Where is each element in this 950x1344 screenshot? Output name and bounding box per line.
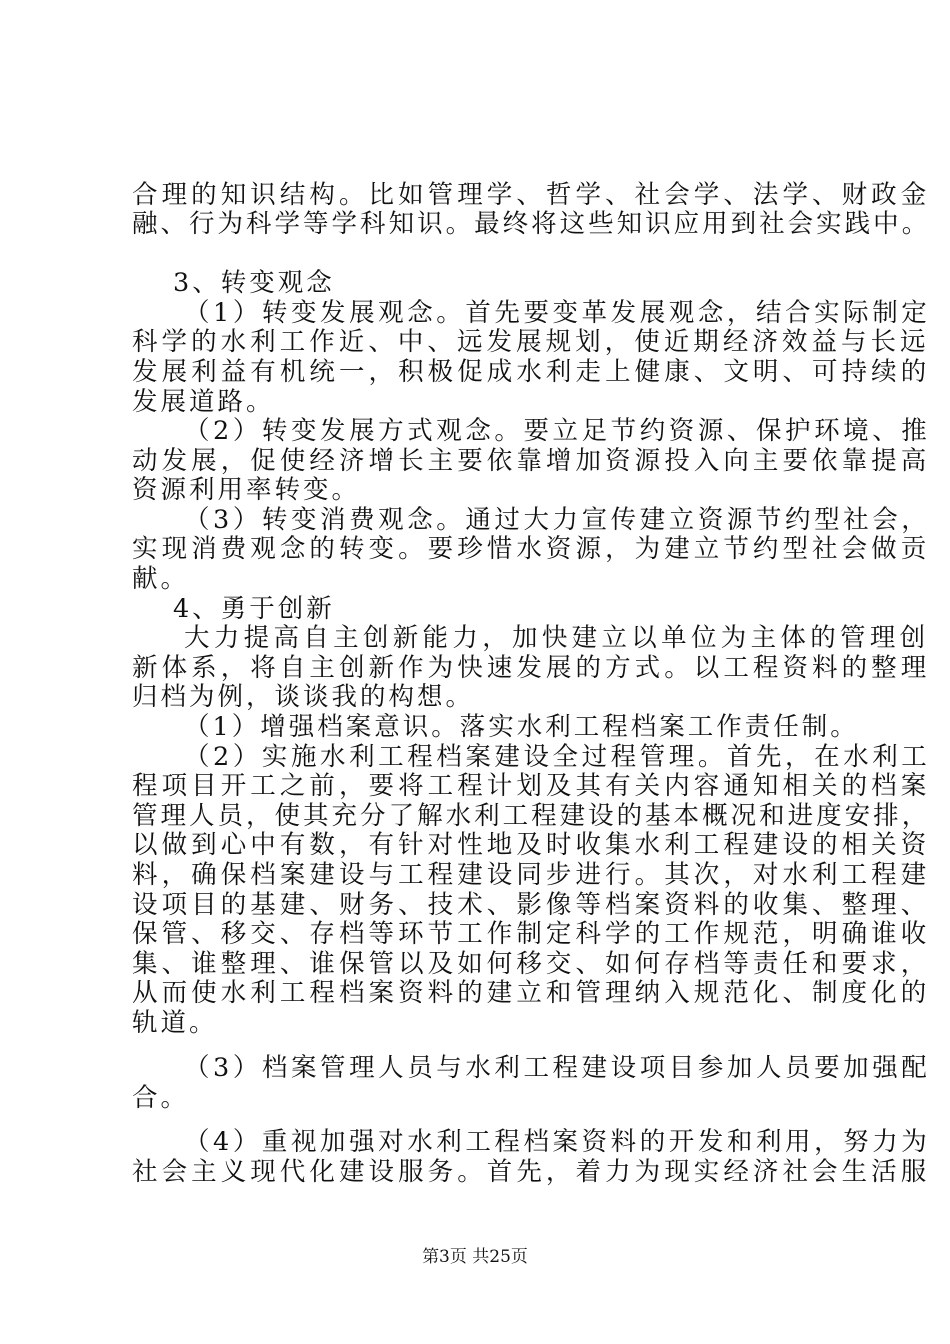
paragraph-line: 科学的水利工作近、中、远发展规划，使近期经济效益与长远 (132, 327, 930, 357)
paragraph-line: 发展道路。 (132, 387, 275, 417)
paragraph-line: 保管、移交、存档等环节工作制定科学的工作规范，明确谁收 (132, 919, 931, 949)
paragraph-line: 从而使水利工程档案资料的建立和管理纳入规范化、制度化的 (132, 978, 931, 1008)
paragraph-line: （3）档案管理人员与水利工程建设项目参加人员要加强配 (184, 1053, 931, 1083)
paragraph-line: （4）重视加强对水利工程档案资料的开发和利用，努力为 (184, 1127, 931, 1157)
paragraph-line: 动发展，促使经济增长主要依靠增加资源投入向主要依靠提高 (132, 446, 931, 476)
paragraph-line: 发展利益有机统一，积极促成水利走上健康、文明、可持续的 (132, 357, 931, 387)
paragraph-line: 献。 (132, 564, 190, 594)
paragraph-line: （1）转变发展观念。首先要变革发展观念，结合实际制定 (184, 298, 931, 328)
paragraph-line: （2）实施水利工程档案建设全过程管理。首先，在水利工 (184, 742, 931, 772)
paragraph-line: 程项目开工之前，要将工程计划及其有关内容通知相关的档案 (132, 771, 931, 801)
paragraph-line: 实现消费观念的转变。要珍惜水资源，为建立节约型社会做贡 (132, 534, 931, 564)
paragraph-line: （1）增强档案意识。落实水利工程档案工作责任制。 (184, 712, 859, 742)
section-heading: 4、勇于创新 (173, 594, 335, 624)
section-heading: 3、转变观念 (173, 268, 335, 298)
paragraph-line: （2）转变发展方式观念。要立足节约资源、保护环境、推 (184, 416, 931, 446)
paragraph-line: 归档为例，谈谈我的构想。 (132, 682, 475, 712)
paragraph-line: 大力提高自主创新能力，加快建立以单位为主体的管理创 (184, 623, 930, 653)
paragraph-line: 合。 (132, 1083, 190, 1113)
paragraph-line: 集、谁整理、谁保管以及如何移交、如何存档等责任和要求， (132, 949, 931, 979)
paragraph-line: 以做到心中有数，有针对性地及时收集水利工程建设的相关资 (132, 830, 931, 860)
paragraph-line: 设项目的基建、财务、技术、影像等档案资料的收集、整理、 (132, 890, 931, 920)
paragraph-line: 管理人员，使其充分了解水利工程建设的基本概况和进度安排， (132, 801, 931, 831)
paragraph-line: （3）转变消费观念。通过大力宣传建立资源节约型社会， (184, 505, 931, 535)
page-number-footer: 第3页 共25页 (422, 1247, 528, 1267)
paragraph-line: 料，确保档案建设与工程建设同步进行。其次，对水利工程建 (132, 860, 931, 890)
paragraph-line: 合理的知识结构。比如管理学、哲学、社会学、法学、财政金 (132, 180, 931, 210)
paragraph-line: 社会主义现代化建设服务。首先，着力为现实经济社会生活服 (132, 1157, 931, 1187)
paragraph-line: 新体系，将自主创新作为快速发展的方式。以工程资料的整理 (132, 653, 931, 683)
paragraph-line: 融、行为科学等学科知识。最终将这些知识应用到社会实践中。 (132, 209, 931, 239)
paragraph-line: 资源利用率转变。 (132, 475, 361, 505)
paragraph-line: 轨道。 (132, 1008, 218, 1038)
